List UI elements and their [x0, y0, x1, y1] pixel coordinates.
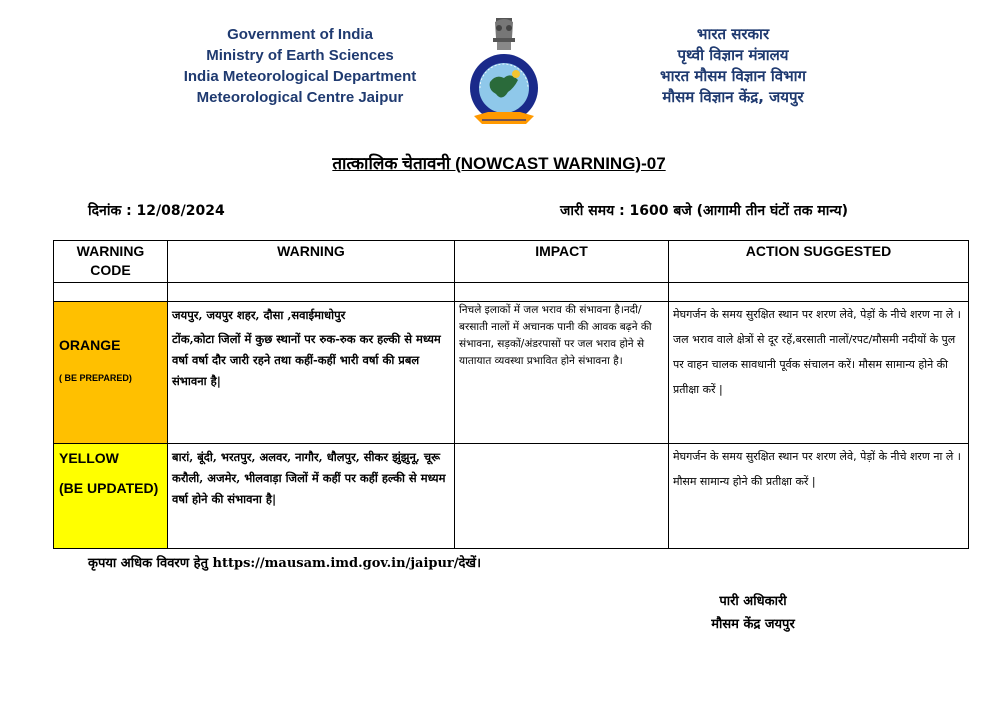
header-action: ACTION SUGGESTED [669, 241, 969, 283]
header-english-line: India Meteorological Department [183, 68, 417, 85]
header-english-line: Meteorological Centre Jaipur [196, 89, 404, 106]
header-impact: IMPACT [455, 241, 669, 283]
table-row-orange [54, 302, 969, 444]
action-cell [669, 444, 969, 549]
warning-code-sub: ( BE PREPARED) [59, 373, 132, 383]
header-warning-code: WARNING CODE [54, 241, 168, 283]
issue-time-text: जारी समय : 1600 बजे (आगामी तीन घंटों तक मान्य) [560, 203, 849, 219]
signature-block [693, 590, 813, 636]
header-hindi-line: मौसम विज्ञान केंद्र, जयपुर [662, 88, 804, 106]
warning-code-label: ORANGE [59, 337, 121, 353]
action-text: मेघगर्जन के समय सुरक्षित स्थान पर शरण लेवे, पेड़ों के नीचे शरण ना ले । मौसम सामान्य होने की प्रतीक्षा करें | [673, 450, 961, 488]
impact-text: निचले इलाकों में जल भराव की संभावना है।नदी/बरसाती नालों में अचानक पानी की आवक बढ़ने की संभावना, सड़कों/अंडरपासों पर जल भराव होने से यातायात व्यवस्था प्रभावित होने संभावना है। [459, 304, 652, 367]
impact-cell [455, 444, 669, 549]
header-hindi-line: भारत मौसम विज्ञान विभाग [660, 67, 806, 85]
warning-code-label: YELLOW [59, 450, 119, 466]
header-hindi-line: पृथ्वी विज्ञान मंत्रालय [677, 46, 789, 64]
table-spacer-row [54, 283, 969, 302]
signature-title: पारी अधिकारी [719, 594, 787, 609]
footer-prefix: कृपया अधिक विवरण हेतु [88, 556, 213, 571]
footer-link[interactable]: https://mausam.imd.gov.in/jaipur/ [212, 556, 459, 571]
table-row-yellow [54, 444, 969, 549]
warning-code-sub: (BE UPDATED) [59, 480, 159, 496]
warning-table [53, 240, 969, 549]
header-hindi-line: भारत सरकार [696, 25, 770, 43]
header-english-line: Ministry of Earth Sciences [206, 47, 394, 64]
action-text: मेघगर्जन के समय सुरक्षित स्थान पर शरण लेवे, पेड़ों के नीचे शरण ना ले । जल भराव वाले क्षेत्रों से दूर रहें,बरसाती नालों/रपट/मौसमी नदीयों के पुल पर वाहन चालक सावधानी पूर्वक संचालन करें। मौसम सामान्य होने की प्रतीक्षा करें | [673, 308, 961, 396]
warning-text: बारां, बूंदी, भरतपुर, अलवर, नागौर, धौलपुर, सीकर झुंझुनू, चूरू करौली, अजमेर, भीलवाड़ा जिलों में कहीं पर कहीं हल्की से मध्यम वर्षा होने की संभावना है| [172, 450, 446, 506]
page-title [0, 151, 998, 174]
header-warning: WARNING [168, 241, 455, 283]
warning-text: टोंक,कोटा जिलों में कुछ स्थानों पर रुक-रुक कर हल्की से मध्यम वर्षा वर्षा दौर जारी रहने तथा कहीं-कहीं भारी वर्षा की प्रबल संभावना है| [172, 332, 441, 388]
signature-office: मौसम केंद्र जयपुर [711, 617, 795, 632]
header-english [165, 24, 435, 108]
warning-code-cell [54, 444, 168, 549]
header-english-line: Government of India [227, 26, 373, 43]
warning-cell [168, 444, 455, 549]
footer-suffix: देखें। [458, 556, 481, 571]
impact-cell [455, 302, 669, 444]
date-text: दिनांक : 12/08/2024 [88, 203, 225, 219]
action-cell [669, 302, 969, 444]
header-hindi [628, 24, 838, 108]
warning-code-cell [54, 302, 168, 444]
imd-emblem-icon [466, 16, 542, 128]
page-title-text: तात्कालिक चेतावनी (NOWCAST WARNING)-07 [332, 154, 666, 173]
footer-note [88, 553, 481, 571]
warning-cell [168, 302, 455, 444]
table-header-row [54, 241, 969, 283]
warning-text: जयपुर, जयपुर शहर, दौसा ,सवाईमाधोपुर [172, 308, 346, 322]
